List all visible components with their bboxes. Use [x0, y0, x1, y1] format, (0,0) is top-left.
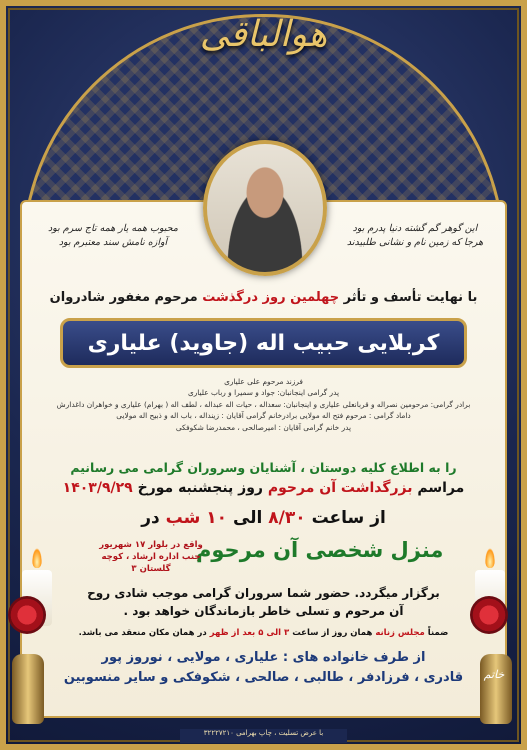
- women-gathering-line: [40, 628, 487, 638]
- relation-line: برادر گرامی: مرحومین نصراله و قربانعلی علیاری و اینجانبان: سعداله ، حیات اله عبداله ، لطف اله ( بهرام) علیاری و خواهران داغدارش: [56, 399, 471, 409]
- card-title: هوالباقی: [199, 14, 328, 55]
- deceased-name: کربلایی حبیب اله (جاوید) علیاری: [87, 330, 440, 356]
- poem-right: [340, 222, 490, 251]
- poem-line: آوازه نامش سند معتبرم بود: [58, 237, 168, 249]
- families-line: قادری ، فرزادفر ، طالبی ، صالحی ، شکوفکی و سایر منسوبین: [63, 669, 464, 685]
- deceased-name-band: [60, 318, 467, 368]
- time-start: ۸/۳۰: [268, 508, 306, 528]
- vase-icon: [12, 654, 44, 724]
- women-prefix: ضمناً: [427, 628, 449, 638]
- relations-block: [30, 376, 497, 433]
- held-block: [60, 584, 467, 620]
- intro-prefix: با نهایت تأسف و تأثر: [343, 290, 478, 305]
- held-line: آن مرحوم و تسلی خاطر بازماندگان خواهد بود .: [123, 604, 404, 618]
- address-line: جنب اداره ارشاد ، کوچه گلستان ۳: [101, 551, 201, 574]
- intro-highlight: چهلمین روز درگذشت: [202, 290, 340, 305]
- held-line: برگزار میگردد. حضور شما سروران گرامی موجب شادی روح: [87, 586, 440, 600]
- paper-panel: [20, 200, 507, 718]
- deceased-photo: [203, 140, 327, 276]
- poem-line: محبوب همه یار همه تاج سرم بود: [48, 223, 178, 234]
- venue-address: [96, 540, 206, 576]
- relation-line: داماد گرامی : مرحوم فتح اله مولایی برادرخانم گرامی آقایان : زینداله ، باب اله و ذبیح اله مولایی: [116, 411, 411, 421]
- poem-line: این گوهر گم گشته دنیا پدرم بود: [352, 223, 478, 234]
- time-suffix: در: [141, 508, 160, 528]
- ceremony-highlight: بزرگداشت آن مرحوم: [267, 480, 413, 496]
- ceremony-prefix: مراسم: [417, 480, 465, 496]
- ceremony-date: ۱۴۰۳/۹/۲۹: [62, 480, 133, 496]
- time-line: [30, 508, 497, 528]
- publisher-logo: خاتم: [483, 668, 505, 681]
- women-highlight: مجلس زنانه: [375, 628, 425, 638]
- time-end: ۱۰ شب: [165, 508, 228, 528]
- relation-line: پدر گرامی اینجانبان: جواد و سمیرا و رباب علیاری: [187, 388, 340, 398]
- printer-footer: با عرض تسلیت ، چاپ بهرامی ۳۲۲۲۷۲۱۰: [180, 729, 347, 743]
- poem-line: هرجا که زمین نام و نشانی طلبیدند: [346, 237, 484, 249]
- time-middle: الی: [232, 508, 263, 528]
- families-line: از طرف خانواده های : علیاری ، مولایی ، نوروز پور: [101, 650, 426, 665]
- families-block: [40, 648, 487, 687]
- women-middle: همان روز از ساعت: [292, 628, 373, 638]
- intro-suffix: مرحوم مغفور شادروان: [49, 290, 198, 305]
- ceremony-line: [30, 480, 497, 496]
- relation-line: فرزند مرحوم علی علیاری: [224, 377, 303, 386]
- notice-line: را به اطلاع کلیه دوستان ، آشنایان وسروران گرامی می رسانیم: [70, 460, 457, 475]
- women-suffix: در همان مکان منعقد می باشد.: [78, 628, 207, 638]
- rose-icon: [8, 596, 46, 634]
- venue-label: منزل شخصی آن مرحوم: [196, 538, 444, 562]
- relation-line: پدر خانم گرامی آقایان : امیرصالحی ، محمدرضا شکوفکی: [175, 422, 352, 432]
- address-line: واقع در بلوار ۱۷ شهریور: [99, 540, 203, 550]
- rose-icon: [470, 596, 508, 634]
- women-hours: ۳ الی ۵ بعد از ظهر: [209, 628, 290, 638]
- time-prefix: از ساعت: [311, 508, 386, 528]
- ceremony-middle: روز پنجشنبه مورخ: [137, 480, 263, 496]
- intro-line: [30, 290, 497, 305]
- poem-left: [38, 222, 188, 251]
